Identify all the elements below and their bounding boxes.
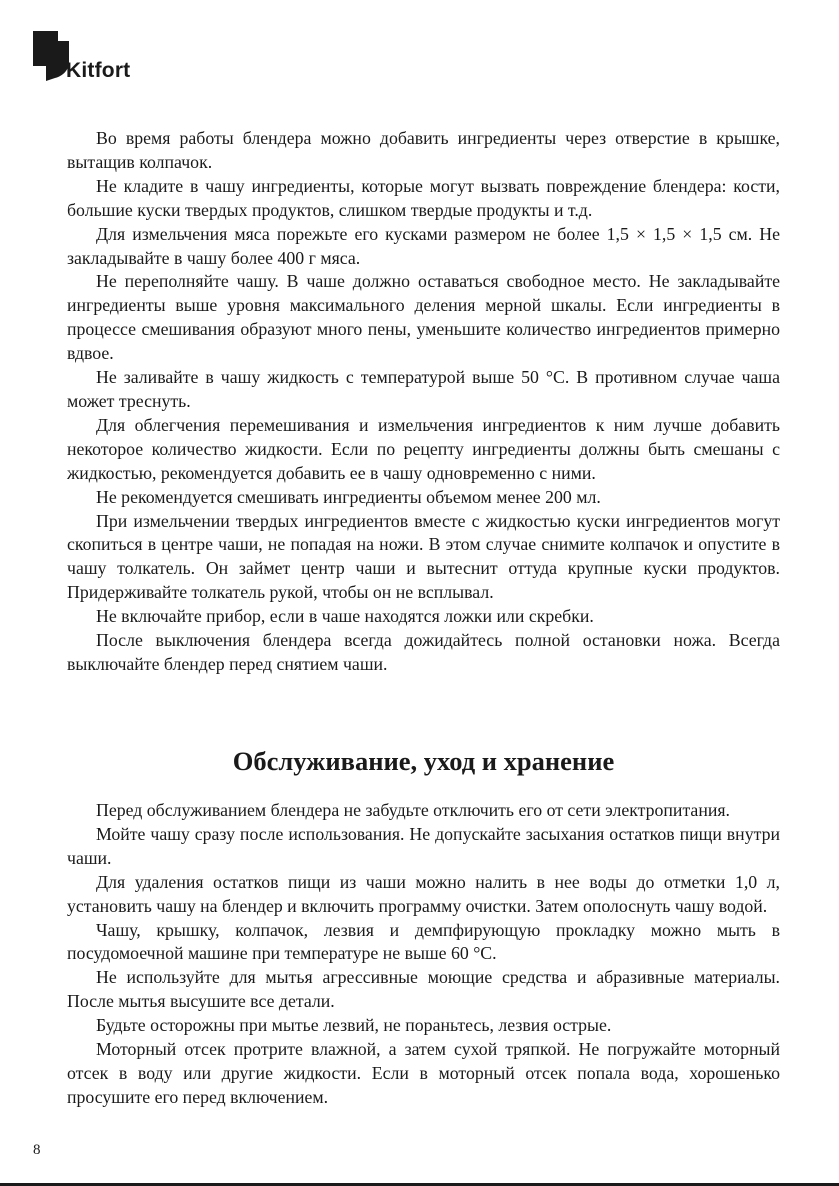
paragraph: Перед обслуживанием блендера не забудьте отключить его от сети электропитания. — [96, 800, 730, 820]
paragraph: Не рекомендуется смешивать ингредиенты объемом менее 200 мл. — [96, 486, 601, 507]
paragraph: Не кладите в чашу ингредиенты, которые могут вызвать повреждение блендера: кости, большие куски твердых продуктов, слишком твердые продукты и т.д. — [67, 175, 780, 220]
brand-name: Kitfort — [66, 59, 131, 82]
paragraph: Мойте чашу сразу после использования. Не допускайте засыхания остатков пищи внутри чаши. — [67, 823, 780, 868]
page-number: 8 — [33, 1142, 41, 1158]
paragraph: Для удаления остатков пищи из чаши можно налить в нее воды до отметки 1,0 л, установить чашу на блендер и включить программу очистки. Затем ополоснуть чашу водой. — [67, 871, 780, 916]
paragraph: Не переполняйте чашу. В чаше должно оставаться свободное место. Не закладывайте ингредиенты выше уровня максимального деления мерной шкалы. Если ингредиенты в процессе смешивания образуют много пены, уменьшите количество ингредиентов примерно вдвое. — [67, 271, 780, 364]
instructions-body — [67, 127, 780, 677]
paragraph: Во время работы блендера можно добавить ингредиенты через отверстие в крышке, вытащив колпачок. — [67, 128, 780, 172]
paragraph: Для измельчения мяса порежьте его кусками размером не более 1,5 × 1,5 × 1,5 см. Не закладывайте в чашу более 400 г мяса. — [67, 223, 780, 268]
paragraph: Не заливайте в чашу жидкость с температурой выше 50 °C. В противном случае чаша может треснуть. — [67, 367, 780, 411]
maintenance-body — [67, 799, 780, 1110]
paragraph: Не используйте для мытья агрессивные моющие средства и абразивные материалы. После мытья высушите все детали. — [67, 967, 780, 1012]
paragraph: Для облегчения перемешивания и измельчения ингредиентов к ним лучше добавить некоторое количество жидкости. Если по рецепту ингредиенты должны быть смешаны с жидкостью, рекомендуется добавить ее в чашу одновременно с ними. — [67, 414, 780, 483]
paragraph: После выключения блендера всегда дожидайтесь полной остановки ножа. Всегда выключайте блендер перед снятием чаши. — [67, 630, 780, 674]
paragraph: Моторный отсек протрите влажной, а затем сухой тряпкой. Не погружайте моторный отсек в воду или другие жидкости. Если в моторный отсек попала вода, хорошенько просушите его перед включением. — [67, 1039, 780, 1107]
paragraph: Будьте осторожны при мытье лезвий, не пораньтесь, лезвия острые. — [96, 1015, 612, 1036]
paragraph: Не включайте прибор, если в чаше находятся ложки или скребки. — [96, 606, 594, 627]
brand-logo — [33, 30, 143, 84]
paragraph: При измельчении твердых ингредиентов вместе с жидкостью куски ингредиентов могут скопиться в центре чаши, не попадая на ножи. В этом случае снимите колпачок и опустите в чашу толкатель. Он займет центр чаши и вытеснит оттуда крупные куски продуктов. Придерживайте толкатель рукой, чтобы он не всплывал. — [67, 510, 780, 603]
section-heading: Обслуживание, уход и хранение — [232, 746, 615, 776]
paragraph: Чашу, крышку, колпачок, лезвия и демпфирующую прокладку можно мыть в посудомоечной машине при температуре не выше 60 °C. — [67, 919, 780, 964]
